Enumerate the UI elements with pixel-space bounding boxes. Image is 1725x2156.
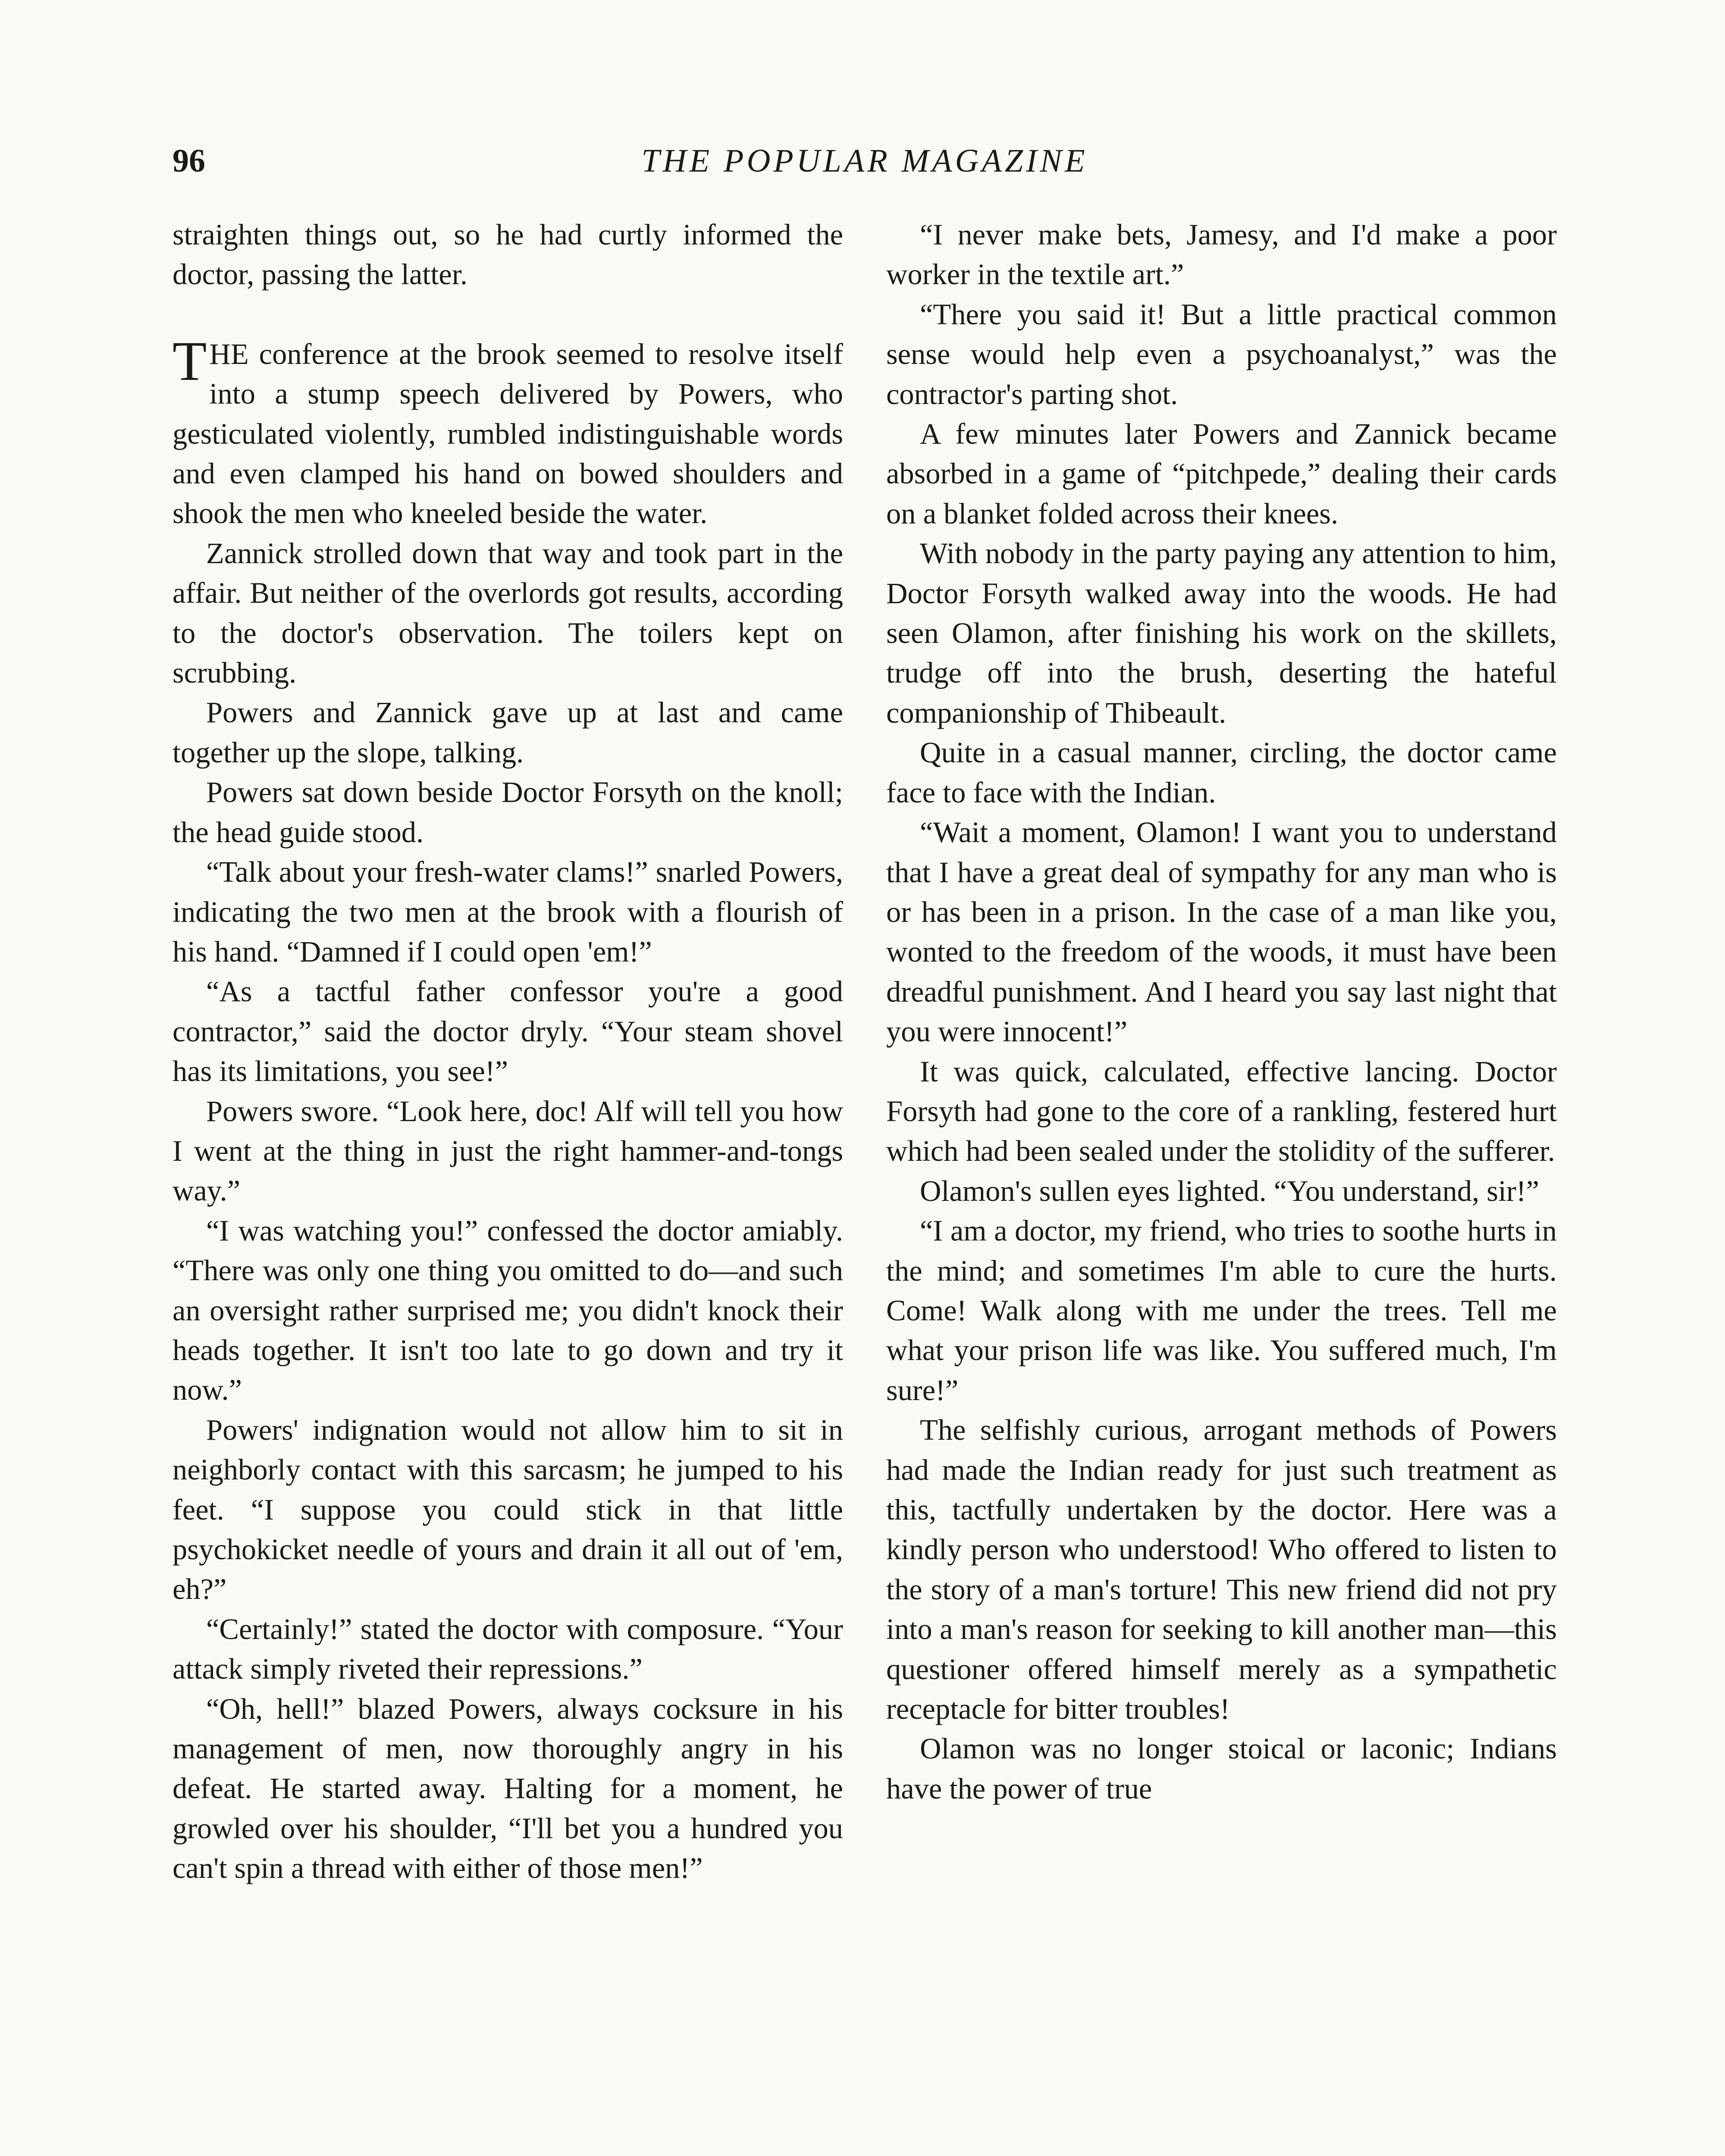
paragraph: With nobody in the party paying any attention to him, Doctor Forsyth walked away into the woods. He had seen Olamon, after finishing his work on the skillets, trudge off into the brush, deserting the hateful companionship of Thibeault.	[886, 537, 1557, 729]
paragraph: “As a tactful father confessor you're a good contractor,” said the doctor dryly. “Your steam shovel has its limitations, you see!”	[172, 975, 843, 1088]
paragraph: “Talk about your fresh-water clams!” snarled Powers, indicating the two men at the brook with a flourish of his hand. “Damned if I could open 'em!”	[172, 856, 843, 968]
paragraph: “I never make bets, Jamesy, and I'd make a poor worker in the textile art.”	[886, 218, 1557, 291]
left-column	[172, 215, 843, 1888]
paragraph: “I was watching you!” confessed the doctor amiably. “There was only one thing you omitted to do—and such an oversight rather surprised me; you didn't knock their heads together. It isn't too late to go down and try it now.”	[172, 1214, 843, 1407]
paragraph: Olamon's sullen eyes lighted. “You understand, sir!”	[920, 1174, 1540, 1207]
paragraph: Quite in a casual manner, circling, the doctor came face to face with the Indian.	[886, 736, 1557, 809]
paragraph: A few minutes later Powers and Zannick became absorbed in a game of “pitchpede,” dealing their cards on a blanket folded across their knees.	[886, 417, 1557, 530]
paragraph: “I am a doctor, my friend, who tries to soothe hurts in the mind; and sometimes I'm able to cure the hurts. Come! Walk along with me under the trees. Tell me what your prison life was like. You suffered much, I'm sure!”	[886, 1214, 1557, 1407]
paragraph: Powers swore. “Look here, doc! Alf will tell you how I went at the thing in just the right hammer-and-tongs way.”	[172, 1094, 843, 1207]
paragraph: Olamon was no longer stoical or laconic; Indians have the power of true	[886, 1732, 1557, 1805]
paragraph: “Wait a moment, Olamon! I want you to understand that I have a great deal of sympathy for any man who is or has been in a prison. In the case of a man like you, wonted to the freedom of the woods, it must have been dreadful punishment. And I heard you say last night that you were innocent!”	[886, 816, 1557, 1048]
running-title: THE POPULAR MAGAZINE	[641, 143, 1088, 179]
paragraph: “Oh, hell!” blazed Powers, always cocksure in his management of men, now thoroughly angry in his defeat. He started away. Halting for a moment, he growled over his shoulder, “I'll bet you a hundred you can't spin a thread with either of those men!”	[172, 1692, 843, 1885]
right-column	[886, 215, 1557, 1808]
paragraph: “There you said it! But a little practical common sense would help even a psychoanalyst,” was the contractor's parting shot.	[886, 298, 1557, 411]
paragraph: Powers' indignation would not allow him to sit in neighborly contact with this sarcasm; he jumped to his feet. “I suppose you could stick in that little psychokicket needle of yours and drain it all out of 'em, eh?”	[172, 1413, 843, 1606]
paragraph: Zannick strolled down that way and took part in the affair. But neither of the overlords got results, according to the doctor's observation. The toilers kept on scrubbing.	[172, 536, 843, 689]
page-number: 96	[172, 143, 205, 179]
page-header	[172, 137, 1557, 185]
paragraph: Powers and Zannick gave up at last and came together up the slope, talking.	[172, 696, 843, 769]
paragraph: straighten things out, so he had curtly informed the doctor, passing the latter.	[172, 218, 843, 291]
paragraph: It was quick, calculated, effective lancing. Doctor Forsyth had gone to the core of a rankling, festered hurt which had been sealed under the stolidity of the sufferer.	[886, 1055, 1557, 1168]
paragraph: Powers sat down beside Doctor Forsyth on the knoll; the head guide stood.	[172, 776, 843, 849]
drop-cap: T	[172, 330, 207, 392]
paragraph-text: HE conference at the brook seemed to resolve itself into a stump speech delivered by Powers, who gesticulated violently, rumbled indistinguishable words and even clamped his hand on bowed shoulders and shook the men who kneeled beside the water.	[172, 337, 843, 530]
paragraph: “Certainly!” stated the doctor with composure. “Your attack simply riveted their repressions.”	[172, 1612, 843, 1686]
paragraph: The selfishly curious, arrogant methods of Powers had made the Indian ready for just such treatment as this, tactfully undertaken by the doctor. Here was a kindly person who understood! Who offered to listen to the story of a man's torture! This new friend did not pry into a man's reason for seeking to kill another man—this questioner offered himself merely as a sympathetic receptacle for bitter troubles!	[886, 1413, 1557, 1726]
section-start-paragraph	[172, 330, 843, 533]
